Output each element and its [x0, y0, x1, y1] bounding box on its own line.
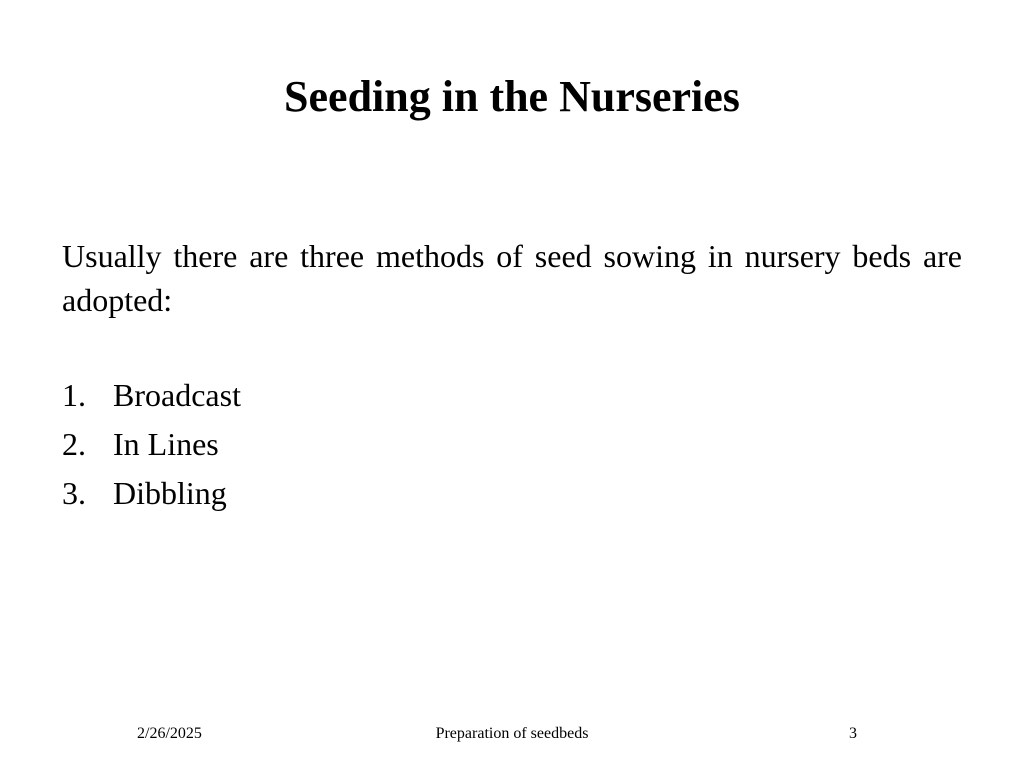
- footer-date: 2/26/2025: [137, 725, 202, 742]
- list-item-number: 3.: [62, 475, 86, 511]
- list-item-number: 1.: [62, 377, 86, 413]
- list-item: [62, 470, 241, 519]
- intro-paragraph: Usually there are three methods of seed sowing in nursery beds are adopted:: [62, 238, 962, 318]
- methods-list: [62, 372, 241, 519]
- list-item-label: Dibbling: [113, 475, 227, 511]
- list-item-label: Broadcast: [113, 377, 241, 413]
- footer-title: Preparation of seedbeds: [435, 725, 589, 742]
- list-item: [62, 421, 241, 470]
- footer-page-number: 3: [849, 725, 857, 742]
- slide-title: Seeding in the Nurseries: [284, 72, 740, 121]
- list-item-label: In Lines: [113, 426, 219, 462]
- list-item: [62, 372, 241, 421]
- list-item-number: 2.: [62, 426, 86, 462]
